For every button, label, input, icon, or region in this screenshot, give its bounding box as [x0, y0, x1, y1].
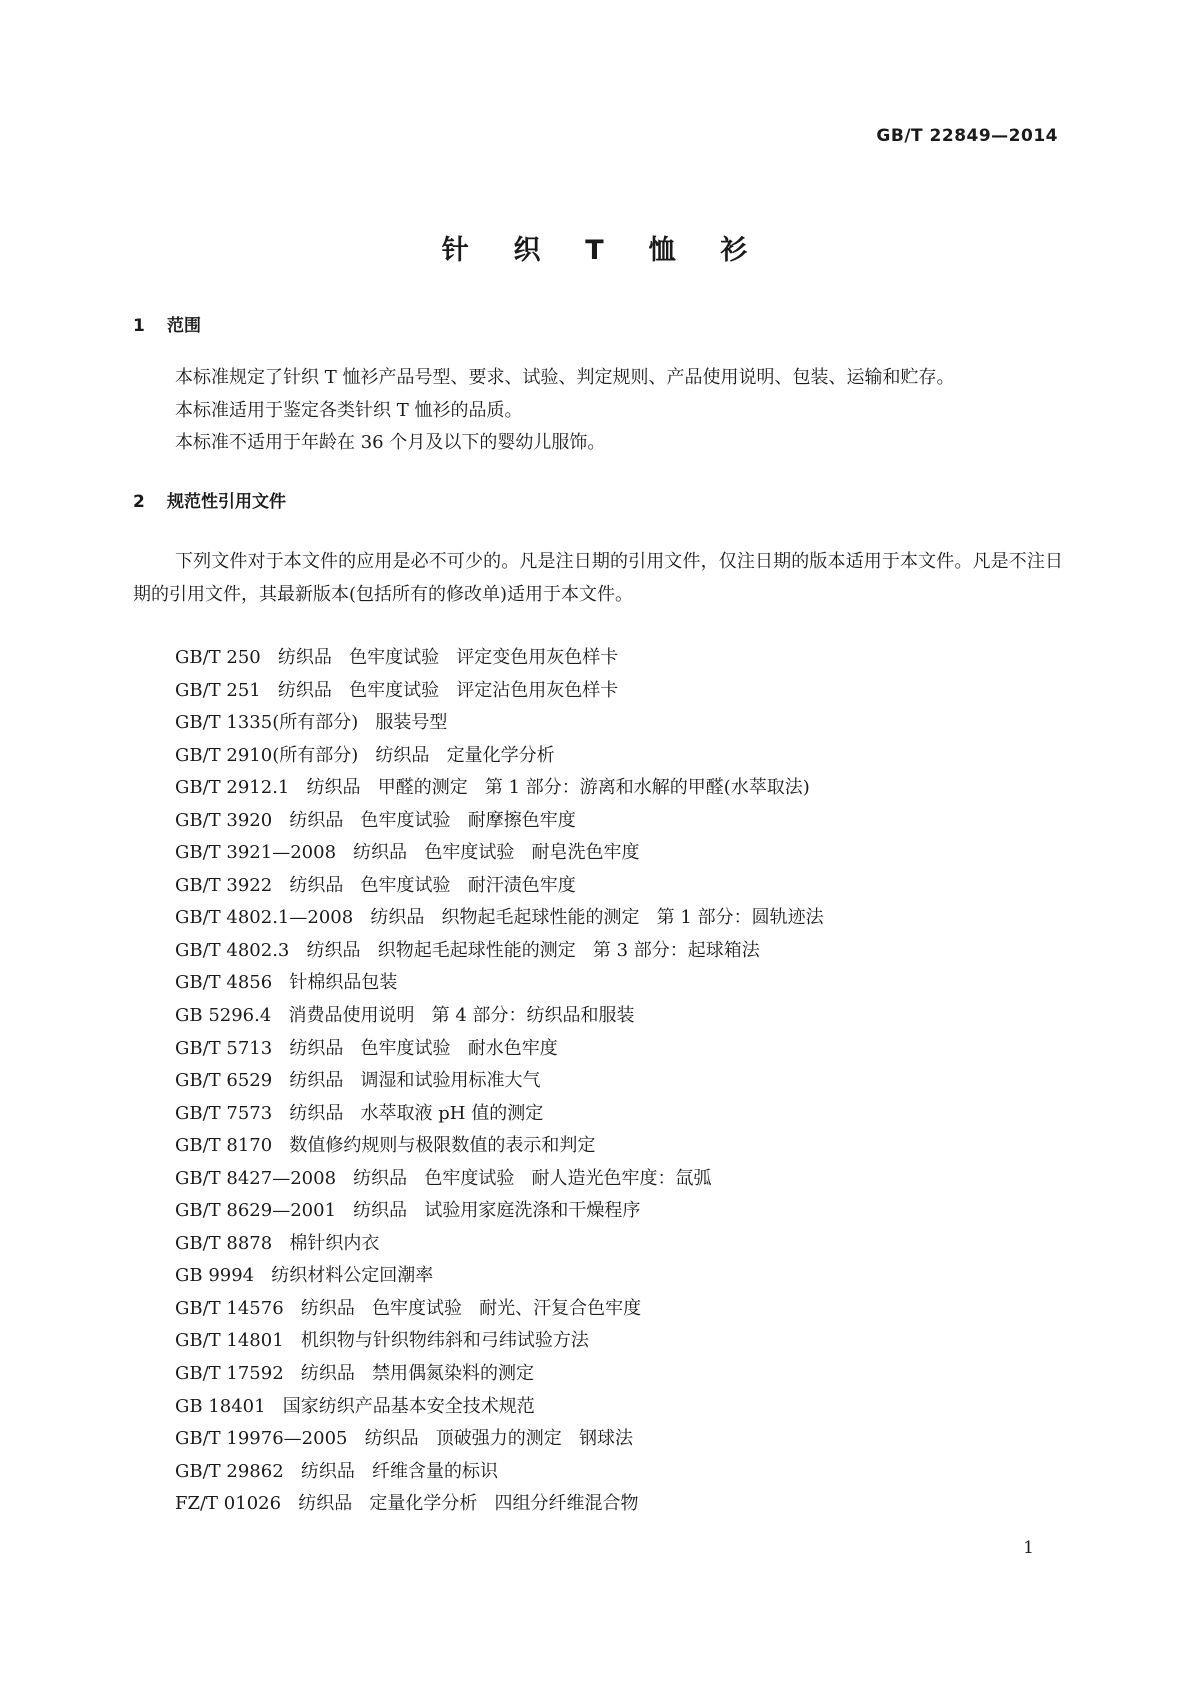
reference-item [175, 837, 1055, 870]
reference-item [175, 740, 1055, 773]
reference-item [175, 902, 1055, 935]
reference-text: GB/T 3920 纺织品 色牢度试验 耐摩擦色牢度 [175, 809, 576, 831]
reference-item [175, 1065, 1055, 1098]
section-1-paragraph: 本标准规定了针织 T 恤衫产品号型、要求、试验、判定规则、产品使用说明、包装、运输和贮存。 [175, 367, 955, 388]
reference-text: GB 5296.4 消费品使用说明 第 4 部分：纺织品和服装 [175, 1005, 635, 1027]
reference-text: GB/T 8629—2001 纺织品 试验用家庭洗涤和干燥程序 [175, 1200, 641, 1222]
normative-references-list [175, 642, 1055, 1521]
reference-text: GB 9994 纺织材料公定回潮率 [175, 1265, 434, 1287]
reference-text: GB/T 4802.3 纺织品 织物起毛起球性能的测定 第 3 部分：起球箱法 [175, 939, 760, 961]
reference-text: GB/T 29862 纺织品 纤维含量的标识 [175, 1460, 498, 1482]
reference-text: GB/T 14801 机织物与针织物纬斜和弓纬试验方法 [175, 1330, 589, 1352]
reference-item [175, 1293, 1055, 1326]
reference-text: GB 18401 国家纺织产品基本安全技术规范 [175, 1395, 535, 1417]
section-1-number: 1 [133, 316, 145, 336]
reference-item [175, 1195, 1055, 1228]
reference-text: GB/T 1335(所有部分) 服装号型 [175, 712, 448, 734]
reference-item [175, 772, 1055, 805]
reference-item [175, 1488, 1055, 1521]
section-2-heading [133, 487, 286, 512]
reference-item [175, 1423, 1055, 1456]
reference-text: GB/T 251 纺织品 色牢度试验 评定沾色用灰色样卡 [175, 679, 619, 701]
reference-item [175, 1130, 1055, 1163]
reference-item [175, 1228, 1055, 1261]
reference-text: GB/T 19976—2005 纺织品 顶破强力的测定 钢球法 [175, 1428, 633, 1450]
reference-item [175, 1033, 1055, 1066]
reference-text: FZ/T 01026 纺织品 定量化学分析 四组分纤维混合物 [175, 1493, 639, 1515]
reference-text: GB/T 17592 纺织品 禁用偶氮染料的测定 [175, 1363, 534, 1385]
reference-text: GB/T 14576 纺织品 色牢度试验 耐光、汗复合色牢度 [175, 1297, 642, 1319]
standard-number: GB/T 22849—2014 [876, 126, 1058, 146]
section-2-title: 规范性引用文件 [167, 492, 286, 512]
reference-item [175, 1391, 1055, 1424]
section-1-paragraph: 本标准适用于鉴定各类针织 T 恤衫的品质。 [175, 399, 523, 421]
reference-text: GB/T 4802.1—2008 纺织品 织物起毛起球性能的测定 第 1 部分：圆轨迹法 [175, 907, 824, 929]
reference-item [175, 707, 1055, 740]
reference-text: GB/T 8878 棉针织内衣 [175, 1232, 380, 1254]
section-2-intro [133, 546, 1063, 611]
reference-item [175, 1358, 1055, 1391]
page-number: 1 [1023, 1538, 1034, 1558]
section-2-number: 2 [133, 492, 145, 512]
document-title: 针 织 T 恤 衫 [441, 235, 750, 266]
reference-text: GB/T 250 纺织品 色牢度试验 评定变色用灰色样卡 [175, 647, 619, 668]
reference-item [175, 1260, 1055, 1293]
reference-text: GB/T 2912.1 纺织品 甲醛的测定 第 1 部分：游离和水解的甲醛(水萃取法) [175, 777, 810, 799]
reference-text: GB/T 5713 纺织品 色牢度试验 耐水色牢度 [175, 1037, 558, 1059]
reference-item [175, 1000, 1055, 1033]
section-1-paragraph: 本标准不适用于年龄在 36 个月及以下的婴幼儿服饰。 [175, 432, 606, 453]
reference-item [175, 935, 1055, 968]
section-1-body [133, 362, 1063, 460]
reference-item [175, 675, 1055, 708]
reference-text: GB/T 6529 纺织品 调湿和试验用标准大气 [175, 1070, 541, 1092]
reference-item [175, 1456, 1055, 1489]
reference-text: GB/T 7573 纺织品 水萃取液 pH 值的测定 [175, 1102, 544, 1124]
reference-text: GB/T 3921—2008 纺织品 色牢度试验 耐皂洗色牢度 [175, 842, 640, 864]
reference-text: GB/T 8170 数值修约规则与极限数值的表示和判定 [175, 1135, 596, 1157]
reference-item [175, 642, 1055, 675]
section-1-title: 范围 [167, 316, 201, 336]
reference-text: GB/T 3922 纺织品 色牢度试验 耐汗渍色牢度 [175, 874, 576, 896]
section-1-heading [133, 311, 201, 336]
reference-text: GB/T 8427—2008 纺织品 色牢度试验 耐人造光色牢度：氙弧 [175, 1167, 712, 1189]
section-2-intro-paragraph: 下列文件对于本文件的应用是必不可少的。凡是注日期的引用文件，仅注日期的版本适用于本文件。凡是不注日期的引用文件，其最新版本(包括所有的修改单)适用于本文件。 [133, 551, 1063, 605]
reference-item [175, 1325, 1055, 1358]
reference-text: GB/T 4856 针棉织品包装 [175, 972, 398, 994]
reference-item [175, 870, 1055, 903]
reference-text: GB/T 2910(所有部分) 纺织品 定量化学分析 [175, 744, 555, 766]
reference-item [175, 967, 1055, 1000]
reference-item [175, 1098, 1055, 1131]
reference-item [175, 805, 1055, 838]
reference-item [175, 1163, 1055, 1196]
